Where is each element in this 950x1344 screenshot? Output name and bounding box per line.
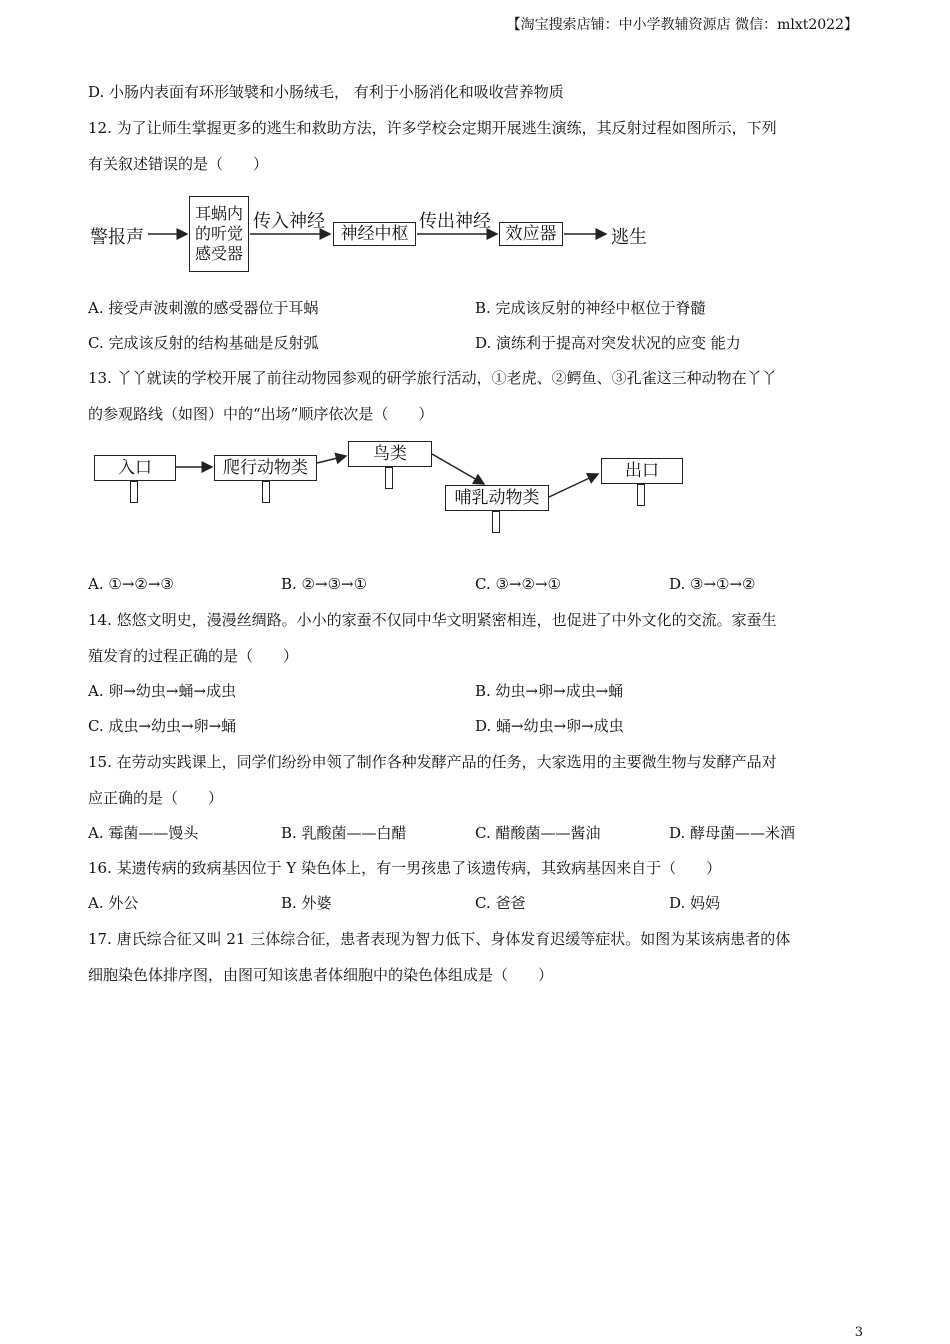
q14-option-a: A. 卵→幼虫→蛹→成虫 [88, 682, 237, 700]
q11-option-d: D. 小肠内表面有环形皱襞和小肠绒毛， 有利于小肠消化和吸收营养物质 [88, 83, 564, 101]
q13-birds-post [385, 467, 393, 489]
q16-option-a: A. 外公 [88, 894, 139, 912]
q12-start-label: 警报声 [90, 227, 144, 248]
q13-stem-line1: 13. 丫丫就读的学校开展了前往动物园参观的研学旅行活动，①老虎、②鳄鱼、③孔雀这三种动物在丫丫 [88, 369, 777, 387]
q13-arrow-4 [549, 474, 598, 497]
q15-option-c: C. 醋酸菌——酱油 [475, 824, 601, 842]
q13-mammals-sign: 哺乳动物类 [445, 485, 549, 511]
q13-option-a: A. ①→②→③ [88, 575, 174, 593]
q14-option-b: B. 幼虫→卵→成虫→蛹 [475, 682, 624, 700]
q14-stem-line1: 14. 悠悠文明史，漫漫丝绸路。小小的家蚕不仅同中华文明紧密相连，也促进了中外文化的交流。家蚕生 [88, 611, 777, 629]
q13-option-d: D. ③→①→② [669, 575, 756, 593]
q12-afferent-label: 传入神经 [253, 211, 325, 232]
q13-stem-line2: 的参观路线（如图）中的“出场”顺序依次是（ ） [88, 405, 434, 423]
q12-stem-line2: 有关叙述错误的是（ ） [88, 155, 269, 173]
q12-receptor-line2: 的听觉 [194, 224, 243, 243]
q12-option-c: C. 完成该反射的结构基础是反射弧 [88, 334, 319, 352]
page-header: 【淘宝搜索店铺：中小学教辅资源店 微信：mlxt2022】 [506, 17, 858, 33]
q16-option-c: C. 爸爸 [475, 894, 526, 912]
q12-receptor-line1: 耳蜗内 [194, 204, 243, 223]
q13-reptiles-sign: 爬行动物类 [214, 455, 317, 481]
q14-stem-line2: 殖发育的过程正确的是（ ） [88, 647, 299, 665]
q12-end-label: 逃生 [611, 227, 647, 248]
q16-option-d: D. 妈妈 [669, 894, 721, 912]
q15-stem-line1: 15. 在劳动实践课上，同学们纷纷申领了制作各种发酵产品的任务，大家选用的主要微生物与发酵产品对 [88, 753, 777, 771]
q15-option-d: D. 酵母菌——米酒 [669, 824, 796, 842]
q13-exit-post [637, 484, 645, 506]
q12-stem-line1: 12. 为了让师生掌握更多的逃生和救助方法，许多学校会定期开展逃生演练，其反射过程如图所示，下列 [88, 119, 777, 137]
q12-efferent-label: 传出神经 [419, 211, 491, 232]
q15-option-a: A. 霉菌——馒头 [88, 824, 199, 842]
q12-effector-box: 效应器 [499, 222, 563, 246]
q15-option-b: B. 乳酸菌——白醋 [281, 824, 407, 842]
q17-stem-line1: 17. 唐氏综合征又叫 21 三体综合征，患者表现为智力低下、身体发育迟缓等症状。如图为某该病患者的体 [88, 930, 791, 948]
q13-option-c: C. ③→②→① [475, 575, 561, 593]
q12-option-a: A. 接受声波刺激的感受器位于耳蜗 [88, 299, 319, 317]
q13-arrow-2 [317, 456, 346, 463]
q15-stem-line2: 应正确的是（ ） [88, 789, 224, 807]
q14-option-c: C. 成虫→幼虫→卵→蛹 [88, 717, 237, 735]
q12-receptor-line3: 感受器 [194, 244, 243, 263]
q14-option-d: D. 蛹→幼虫→卵→成虫 [475, 717, 624, 735]
q12-option-b: B. 完成该反射的神经中枢位于脊髓 [475, 299, 706, 317]
page-number: 3 [854, 1325, 863, 1340]
q13-exit-sign: 出口 [601, 458, 683, 484]
q12-option-d: D. 演练利于提高对突发状况的应变 能力 [475, 334, 741, 352]
q13-birds-sign: 鸟类 [348, 441, 432, 467]
q13-entrance-sign: 入口 [94, 455, 176, 481]
q13-mammals-post [492, 511, 500, 533]
q16-stem-line1: 16. 某遗传病的致病基因位于 Y 染色体上，有一男孩患了该遗传病，其致病基因来自于（ ） [88, 859, 722, 877]
q12-center-box: 神经中枢 [333, 222, 416, 246]
q17-stem-line2: 细胞染色体排序图，由图可知该患者体细胞中的染色体组成是（ ） [88, 966, 554, 984]
q13-reptiles-post [262, 481, 270, 503]
q13-option-b: B. ②→③→① [281, 575, 368, 593]
q13-arrow-3 [432, 454, 484, 484]
q13-entrance-post [130, 481, 138, 503]
q16-option-b: B. 外婆 [281, 894, 332, 912]
